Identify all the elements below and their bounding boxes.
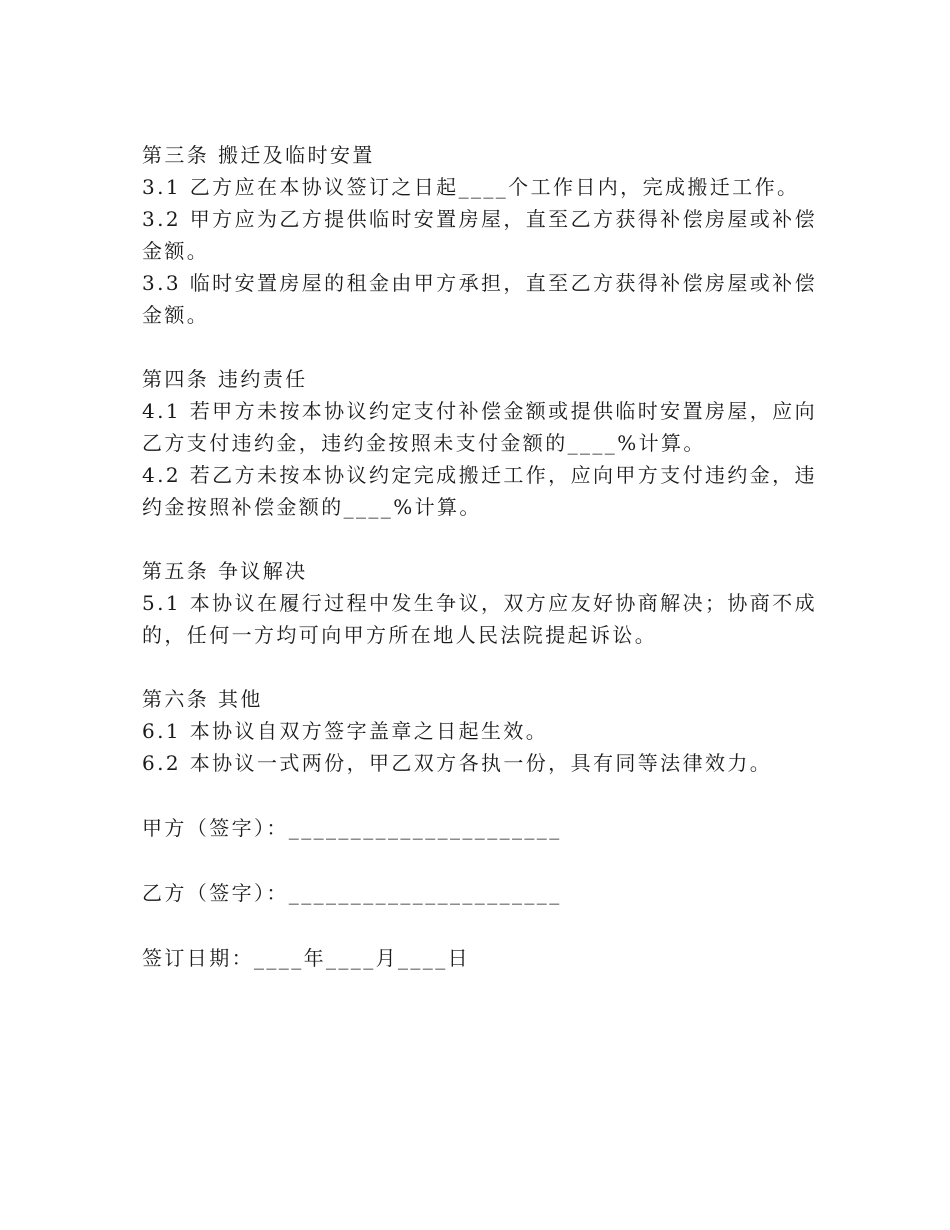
spacer — [142, 909, 802, 942]
document-body — [142, 139, 817, 974]
spacer — [142, 523, 802, 555]
clause-5-1: 5.1 本协议在履行过程中发生争议，双方应友好协商解决；协商不成 — [142, 591, 817, 615]
section-5-heading: 第五条 争议解决 — [142, 559, 308, 583]
clause-4-2: 4.2 若乙方未按本协议约定完成搬迁工作，应向甲方支付违约金，违 — [142, 463, 817, 487]
clause-3-2-cont: 金额。 — [142, 239, 210, 263]
clause-3-3: 3.3 临时安置房屋的租金由甲方承担，直至乙方获得补偿房屋或补偿 — [142, 271, 817, 295]
clause-3-2: 3.2 甲方应为乙方提供临时安置房屋，直至乙方获得补偿房屋或补偿 — [142, 207, 817, 231]
spacer — [142, 779, 802, 812]
clause-6-1: 6.1 本协议自双方签字盖章之日起生效。 — [142, 719, 549, 743]
clause-5-1-cont: 的，任何一方均可向甲方所在地人民法院提起诉讼。 — [142, 623, 658, 647]
clause-3-3-cont: 金额。 — [142, 303, 210, 327]
clause-4-1-cont: 乙方支付违约金，违约金按照未支付金额的____%计算。 — [142, 431, 706, 455]
clause-4-2-cont: 约金按照补偿金额的____%计算。 — [142, 495, 482, 519]
signing-date-line: 签订日期：____年____月____日 — [142, 946, 470, 970]
section-3-heading: 第三条 搬迁及临时安置 — [142, 143, 375, 167]
party-a-signature-line: 甲方（签字）：______________________ — [142, 816, 562, 840]
spacer — [142, 651, 802, 683]
section-4-heading: 第四条 违约责任 — [142, 367, 308, 391]
clause-3-1: 3.1 乙方应在本协议签订之日起____个工作日内，完成搬迁工作。 — [142, 175, 800, 199]
section-6-heading: 第六条 其他 — [142, 687, 263, 711]
spacer — [142, 844, 802, 877]
spacer — [142, 331, 802, 363]
clause-4-1: 4.1 若甲方未按本协议约定支付补偿金额或提供临时安置房屋，应向 — [142, 399, 817, 423]
party-b-signature-line: 乙方（签字）：______________________ — [142, 881, 562, 905]
clause-6-2: 6.2 本协议一式两份，甲乙双方各执一份，具有同等法律效力。 — [142, 751, 773, 775]
